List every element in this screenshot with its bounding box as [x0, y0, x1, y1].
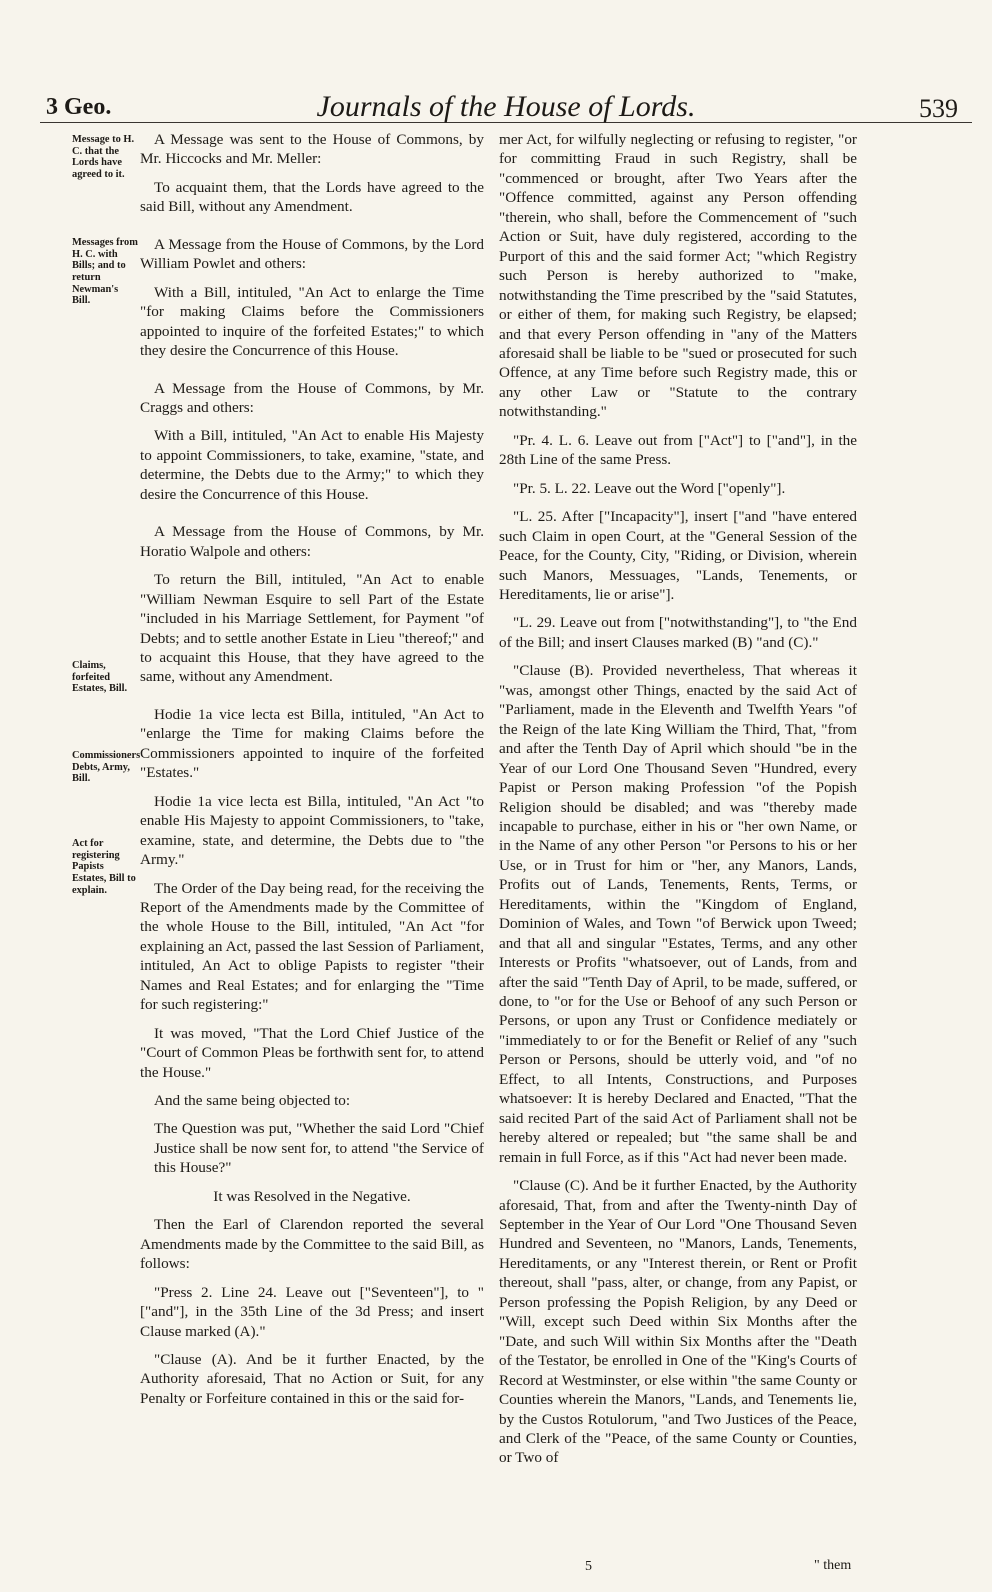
- left-column: [140, 130, 484, 1417]
- paragraph: With a Bill, intituled, "An Act to enlarge the Time "for making Claims before the Commissioners appointed to inquire of the forfeited Estates;" to which they desire the Concurrence of this House.: [140, 283, 484, 360]
- paragraph: Hodie 1a vice lecta est Billa, intituled, "An Act to "enlarge the Time for making Claims before the Commissioners appointed to inquire of the forfeited "Estates.": [140, 705, 484, 782]
- margin-note: Messages from H. C. with Bills; and to return Newman's Bill.: [72, 237, 138, 307]
- page-title: Journals of the House of Lords.: [316, 90, 696, 123]
- margin-note: Commissioners Debts, Army, Bill.: [72, 750, 141, 785]
- right-column: [499, 130, 857, 1477]
- resolution: It was Resolved in the Negative.: [213, 1187, 411, 1205]
- margin-note: Message to H. C. that the Lords have agreed to it.: [72, 134, 135, 180]
- margin-note: Claims, forfeited Estates, Bill.: [72, 660, 128, 695]
- catchword: " them: [814, 1558, 852, 1573]
- paragraph: To acquaint them, that the Lords have agreed to the said Bill, without any Amendment.: [140, 178, 484, 216]
- quoted-question: The Question was put, "Whether the said Lord "Chief Justice shall be now sent for, to attend "the Service of this House?": [154, 1120, 484, 1177]
- paragraph: "Clause (C). And be it further Enacted, by the Authority aforesaid, That, from and after the Twenty-ninth Day of September in the Year of Our Lord "One Thousand Seven Hundred and Seventeen, no "Manors, Lands, Tenements, Hereditaments, or any "Interest therein, or Rent or Profit thereout, shall "pass, alter, or change, from any Papist, or Person professing the Popish Religion, by any Deed or "Will, except such Deed within Six Months after the "Date, and such Will within Six Months after the "Death of the Testator, be enrolled in One of the "King's Courts of Record at Westminster, or else within "the same County or Counties wherein the Manors, "Lands, and Tenements lie, by the Custos Rotulorum, "and Two Justices of the Peace, and Clerk of the "Peace, of the same County or Counties, or Two of: [499, 1177, 857, 1467]
- paragraph: A Message was sent to the House of Commons, by Mr. Hiccocks and Mr. Meller:: [140, 131, 484, 168]
- margin-note: Act for registering Papists Estates, Bill to explain.: [72, 838, 136, 896]
- paragraph: mer Act, for wilfully neglecting or refusing to register, "or for committing Fraud in such Registry, shall be "commenced or brought, after Two Years after the "Offence committed, against any Person offending "therein, who shall, before the Commencement of "such Action or Suit, have duly registered, according to the Purport of this and the said former Act; "which Registry such Person is hereby authorized to "make, notwithstanding the Time prescribed by the "said Statutes, or either of them, for making such Registry, be elapsed; and that every Person offending in "any of the Matters aforesaid shall be liable to be "sued or prosecuted for such Offence, at any Time before such Registry made, this or any other Law or "Statute to the contrary notwithstanding.": [499, 131, 857, 421]
- paragraph: "Press 2. Line 24. Leave out ["Seventeen"], to "["and"], in the 35th Line of the 3d Press; and insert Clause marked (A).": [140, 1283, 484, 1340]
- signature-mark: 5: [585, 1559, 592, 1574]
- paragraph: "Clause (A). And be it further Enacted, by the Authority aforesaid, That no Action or Suit, for any Penalty or Forfeiture contained in this or the said for-: [140, 1351, 484, 1407]
- paragraph: A Message from the House of Commons, by the Lord William Powlet and others:: [140, 235, 484, 273]
- paragraph: A Message from the House of Commons, by Mr. Craggs and others:: [140, 379, 484, 416]
- paragraph: A Message from the House of Commons, by Mr. Horatio Walpole and others:: [140, 523, 484, 560]
- paragraph: It was moved, "That the Lord Chief Justice of the "Court of Common Pleas be forthwith sent for, to attend the House.": [140, 1024, 484, 1081]
- paragraph: And the same being objected to:: [154, 1092, 351, 1110]
- paragraph: "L. 25. After ["Incapacity"], insert ["and "have entered such Claim in open Court, at the "General Session of the Peace, for the County, City, "Riding, or Division, wherein such Manors, Messuages, "Lands, Tenements, or Hereditaments, lie or arise"].: [499, 508, 857, 603]
- paragraph: The Order of the Day being read, for the receiving the Report of the Amendments made by the Committee of the whole House to the Bill, intituled, "An Act "for explaining an Act, passed the last Session of Parliament, intituled, An Act to oblige Papists to register "their Names and Real Estates; and for enlarging the "Time for such registering:": [140, 879, 484, 1014]
- paragraph: Then the Earl of Clarendon reported the several Amendments made by the Committee to the said Bill, as follows:: [140, 1216, 484, 1273]
- page-header: [40, 76, 972, 123]
- paragraph: "Clause (B). Provided nevertheless, That whereas it "was, amongst other Things, enacted by the said Act of "Parliament, made in the Eleventh and Twelfth Years "of the Reign of the late King William the Third, That, "from and after the Tenth Day of April which should "be in the Year of our Lord One Thousand Seven "Hundred, every Papist or Person making Profession "of the Popish Religion should be disabled; and was "thereby made incapable to purchase, either in his or "her own Name, or in the Name of any other Person "or Persons to his or her Use, or in Trust for him or "her, any Manors, Lands, Profits out of Lands, Tenements, Rents, Terms, or Hereditaments, within the "Kingdom of England, Dominion of Wales, and Town "of Berwick upon Tweed; and that all and singular "Estates, Terms, and any other Interests or Profits "whatsoever, out of Lands, from and after the said "Tenth Day of April, to be made, suffered, or done, to "or for the Use or Behoof of any such Person or Persons, or upon any Trust or Confidence mediately or "immediately to or for the Benefit or Relief of any "such Person or Persons, should be utterly void, and "of no Effect, to all Intents, Constructions, and Purposes whatsoever: It is hereby Declared and Enacted, "That the said recited Part of the said Act of Parliament shall not be hereby altered or repealed; but "the same shall be and remain in full Force, as if this "Act had never been made.: [499, 662, 857, 1166]
- page-number: 539: [919, 94, 958, 123]
- paragraph: To return the Bill, intituled, "An Act to enable "William Newman Esquire to sell Part of the Estate "included in his Marriage Settlement, for Payment "of Debts; and to settle another Estate in Lieu "thereof;" and to acquaint this House, that they have agreed to the same, without any Amendment.: [140, 571, 484, 686]
- paragraph: "Pr. 4. L. 6. Leave out from ["Act"] to ["and"], in the 28th Line of the same Press.: [499, 431, 857, 469]
- header-reign: 3 Geo.: [46, 94, 112, 120]
- paragraph: "Pr. 5. L. 22. Leave out the Word ["openly"].: [513, 479, 786, 497]
- paragraph: Hodie 1a vice lecta est Billa, intituled, "An Act "to enable His Majesty to appoint Commissioners, to "take, examine, state, and determine, the Debts due to "the Army.": [140, 792, 484, 869]
- paragraph: With a Bill, intituled, "An Act to enable His Majesty to appoint Commissioners, to take, examine, "state, and determine, the Debts due to the Army;" to which they desire the Concurrence of this House.: [140, 427, 484, 503]
- paragraph: "L. 29. Leave out from ["notwithstanding"], to "the End of the Bill; and insert Clauses marked (B) "and (C).": [499, 614, 857, 651]
